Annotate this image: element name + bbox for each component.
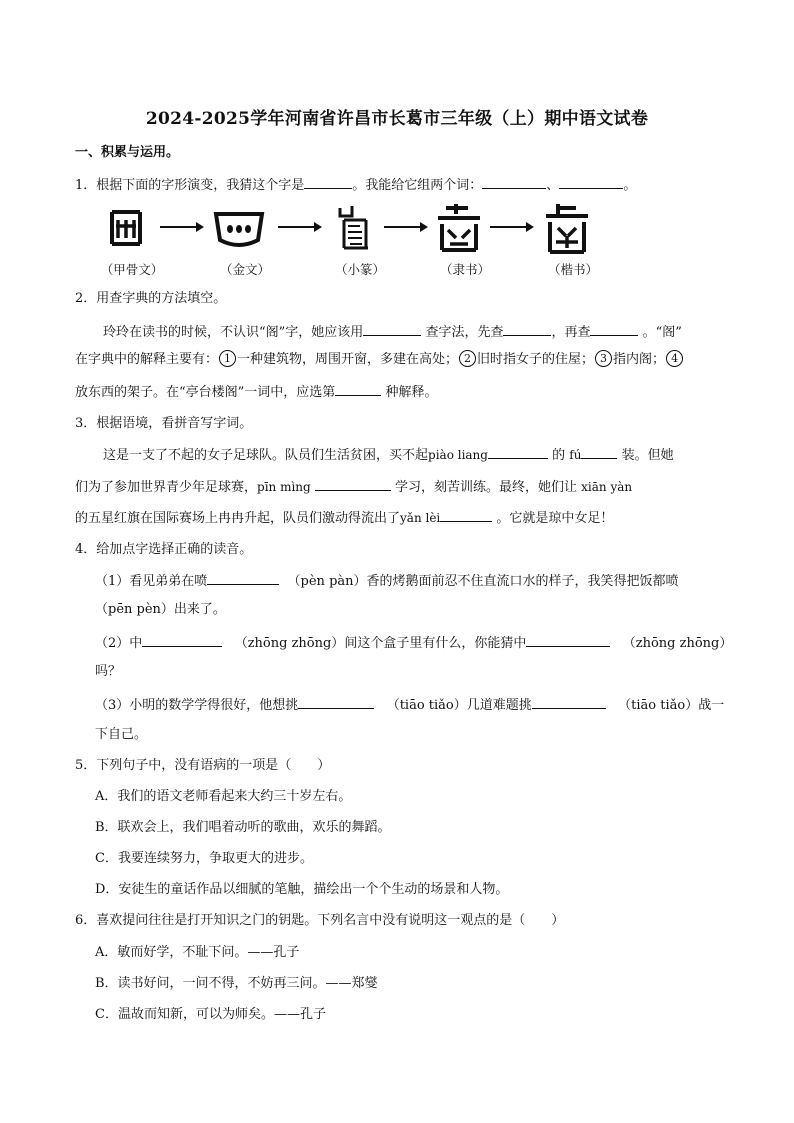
answer-blank[interactable] (590, 321, 638, 336)
question-4-line (95, 725, 147, 745)
question-3-line (75, 476, 632, 498)
pinyin: piào liang (428, 448, 488, 462)
answer-blank[interactable] (488, 444, 548, 459)
q4-text: （1）看见弟弟在喷 (95, 574, 208, 589)
q4-text: 间这个盒子里有什么，你能猜中 (344, 636, 527, 651)
section-heading: 一、积累与运用。 (75, 145, 180, 160)
q4-text: 战一 (698, 698, 725, 713)
regular-script-glyph-icon (536, 200, 606, 258)
option-b[interactable]: B．读书好问，一问不得，不妨再三问。——郑燮 (95, 976, 378, 991)
q4-pinyin: （zhōng zhōng） (622, 636, 733, 651)
q3-text: 这是一支了不起的女子足球队。队员们生活贫困，买不起 (103, 448, 429, 463)
answer-blank[interactable] (363, 321, 421, 336)
pinyin: pīn mìng (257, 480, 311, 494)
answer-blank[interactable] (315, 476, 391, 491)
bronze-glyph-icon (210, 200, 280, 258)
question-4-line (95, 632, 732, 654)
question-4-line (95, 570, 679, 592)
option-b[interactable]: B．联欢会上，我们唱着动听的歌曲，欢乐的舞蹈。 (95, 820, 391, 835)
q4-text: （3）小明的数学学得很好，他想挑 (95, 698, 299, 713)
option-a[interactable]: A．敏而好学，不耻下问。——孔子 (95, 945, 300, 960)
q4-text: （pēn pèn）出来了。 (95, 602, 226, 617)
caption-oracle-bone: （甲骨文） (100, 262, 164, 277)
caption-bronze: （金文） (219, 262, 270, 277)
option-d[interactable]: D．安徒生的童话作品以细腻的笔触，描绘出一个个生动的场景和人物。 (95, 882, 509, 897)
question-5-title: 5．下列句子中，没有语病的一项是（ ） (75, 758, 331, 773)
option-c[interactable]: C．温故而知新，可以为师矣。——孔子 (95, 1007, 326, 1022)
question-3-title: 3．根据语境，看拼音写字词。 (75, 416, 253, 431)
answer-blank[interactable] (532, 694, 606, 709)
caption-clerical: （隶书） (439, 262, 490, 277)
answer-blank[interactable] (207, 570, 279, 585)
caption-seal: （小篆） (334, 262, 385, 277)
q2-text: 旧时指女子的住屋； (477, 352, 595, 367)
page-title: 2024-2025学年河南省许昌市长葛市三年级（上）期中语文试卷 (145, 109, 649, 129)
clerical-script-glyph-icon (428, 200, 498, 258)
q4-text: 香的烤鹅面前忍不住直流口水的样子，我笑得把饭都喷 (366, 574, 679, 589)
circled-number: 3 (595, 350, 612, 367)
q2-text: 一种建筑物，周围开窗，多建在高处； (237, 352, 459, 367)
circled-number: 1 (219, 350, 236, 367)
q4-pinyin: （tiāo tiǎo） (618, 698, 699, 713)
answer-blank[interactable] (559, 174, 623, 189)
q3-text: 。它就是琼中女足！ (496, 511, 614, 526)
pinyin: yǎn lèi (400, 511, 441, 525)
arrow-icon (490, 226, 532, 228)
question-2-line (103, 321, 682, 343)
q3-text: 的 (552, 448, 566, 463)
question-1 (75, 174, 636, 196)
q4-text: 吗？ (95, 664, 122, 679)
character-evolution-figure (92, 200, 632, 290)
question-4-line (95, 600, 226, 620)
pinyin: fú (569, 448, 582, 462)
q3-text: 们为了参加世界青少年足球赛， (75, 480, 258, 495)
oracle-bone-glyph-icon (100, 200, 170, 258)
option-c[interactable]: C．我要连续努力，争取更大的进步。 (95, 851, 313, 866)
q3-text: 学习，刻苦训练。最终，她们让 (395, 480, 578, 495)
q4-pinyin: （tiāo tiǎo） (386, 698, 467, 713)
option-a[interactable]: A．我们的语文老师看起来大约三十岁左右。 (95, 789, 352, 804)
q1-text: 1．根据下面的字形演变，我猜这个字是 (75, 178, 305, 193)
caption-regular: （楷书） (547, 262, 598, 277)
q2-text: 在字典中的解释主要有： (75, 352, 219, 367)
question-3-line (103, 444, 674, 466)
q4-pinyin: （pèn pàn） (287, 574, 367, 589)
q2-text: 种解释。 (385, 385, 438, 400)
q2-text: ，再查 (551, 325, 591, 340)
question-2-line (75, 350, 684, 370)
q2-text: 。“阁” (642, 325, 682, 340)
answer-blank[interactable] (581, 444, 617, 459)
q2-text: 放东西的架子。在“亭台楼阁”一词中，应选第 (75, 385, 336, 400)
question-2-line (75, 381, 437, 403)
question-6-title: 6．喜欢提问往往是打开知识之门的钥匙。下列名言中没有说明这一观点的是（ ） (75, 913, 565, 928)
answer-blank[interactable] (298, 694, 374, 709)
question-4-line (95, 694, 724, 716)
answer-blank[interactable] (304, 174, 352, 189)
answer-blank[interactable] (335, 381, 381, 396)
pinyin: xiān yàn (581, 480, 633, 494)
arrow-icon (160, 226, 202, 228)
question-3-line (75, 507, 613, 529)
q1-text: 。 (623, 178, 637, 193)
q4-text: 下自己。 (95, 727, 148, 742)
circled-number: 2 (459, 350, 476, 367)
q1-text: 。我能给它组两个词： (352, 178, 483, 193)
question-4-title: 4．给加点字选择正确的读音。 (75, 542, 253, 557)
question-4-line (95, 662, 121, 682)
q3-text: 的五星红旗在国际赛场上冉冉升起，队员们激动得流出了 (75, 511, 401, 526)
answer-blank[interactable] (142, 632, 222, 647)
q2-text: 查字法，先查 (425, 325, 504, 340)
seal-script-glyph-icon (326, 200, 396, 258)
circled-number: 4 (666, 350, 683, 367)
q4-text: （2）中 (95, 636, 143, 651)
q4-text: 几道难题挑 (466, 698, 532, 713)
question-2-title: 2．用查字典的方法填空。 (75, 291, 227, 306)
answer-blank[interactable] (482, 174, 546, 189)
arrow-icon (384, 226, 426, 228)
answer-blank[interactable] (503, 321, 551, 336)
q1-text: 、 (546, 178, 560, 193)
q3-text: 装。但她 (621, 448, 674, 463)
q4-pinyin: （zhōng zhōng） (234, 636, 345, 651)
q2-text: 玲玲在读书的时候，不认识“阁”字，她应该用 (103, 325, 364, 340)
arrow-icon (278, 226, 320, 228)
answer-blank[interactable] (526, 632, 610, 647)
q2-text: 指内阁； (613, 352, 666, 367)
answer-blank[interactable] (440, 507, 492, 522)
